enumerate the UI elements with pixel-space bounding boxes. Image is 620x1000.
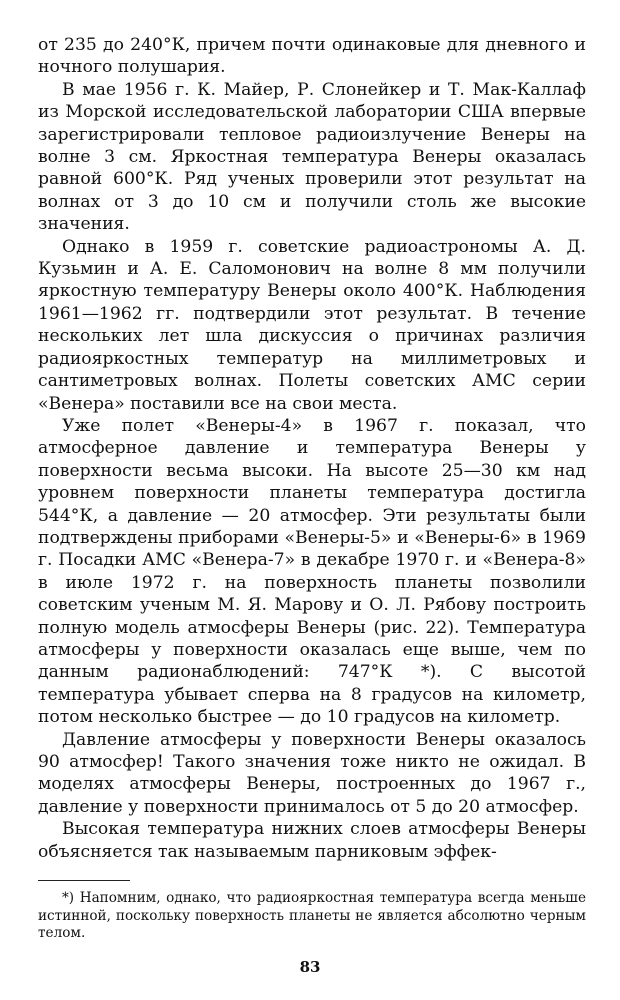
footnote-text: *) Напомним, однако, что радиояркостная температура всегда меньше истинной, поскольку поверхность планеты не является абсолютно черным телом. (38, 890, 586, 941)
paragraph-5: Давление атмосферы у поверхности Венеры оказалось 90 атмосфер! Такого значения тоже никто не ожидал. В моделях атмосферы Венеры, построенных до 1967 г., давление у поверхности принималось от 5 до 20 атмосфер. (38, 729, 586, 817)
page-number: 83 (299, 958, 321, 976)
footnote (38, 890, 586, 943)
paragraph-3: Однако в 1959 г. советские радиоастрономы А. Д. Кузьмин и А. Е. Саломонович на волне 8 мм получили яркостную температуру Венеры около 400°К. Наблюдения 1961—1962 гг. подтвердили этот результат. В течение нескольких лет шла дискуссия о причинах различия радиояркостных температур на миллиметровых и сантиметровых волнах. Полеты советских АМС серии «Венера» поставили все на свои места. (38, 236, 586, 414)
paragraph-6: Высокая температура нижних слоев атмосферы Венеры объясняется так называемым парниковым эффек- (38, 819, 586, 862)
main-text (38, 34, 586, 863)
footnote-divider (38, 880, 130, 881)
paragraph-1: от 235 до 240°К, причем почти одинаковые для дневного и ночного полушария. (38, 35, 586, 78)
paragraph-4: Уже полет «Венеры-4» в 1967 г. показал, что атмосферное давление и температура Венеры у поверхности весьма высоки. На высоте 25—30 км над уровнем поверхности планеты температура достигла 544°К, а давление — 20 атмосфер. Эти результаты были подтверждены приборами «Венеры-5» и «Венеры-6» в 1969 г. Посадки АМС «Венера-7» в декабре 1970 г. и «Венера-8» в июле 1972 г. на поверхность планеты позволили советским ученым М. Я. Марову и О. Л. Рябову построить полную модель атмосферы Венеры (рис. 22). Температура атмосферы у поверхности оказалась еще выше, чем по данным радионаблюдений: 747°К *). С высотой температура убывает сперва на 8 градусов на километр, потом несколько быстрее — до 10 градусов на километр. (38, 415, 586, 728)
paragraph-2: В мае 1956 г. К. Майер, Р. Слонейкер и Т. Мак-Каллаф из Морской исследовательской лаборатории США впервые зарегистрировали тепловое радиоизлучение Венеры на волне 3 см. Яркостная температура Венеры оказалась равной 600°К. Ряд ученых проверили этот результат на волнах от 3 до 10 см и получили столь же высокие значения. (38, 79, 586, 235)
